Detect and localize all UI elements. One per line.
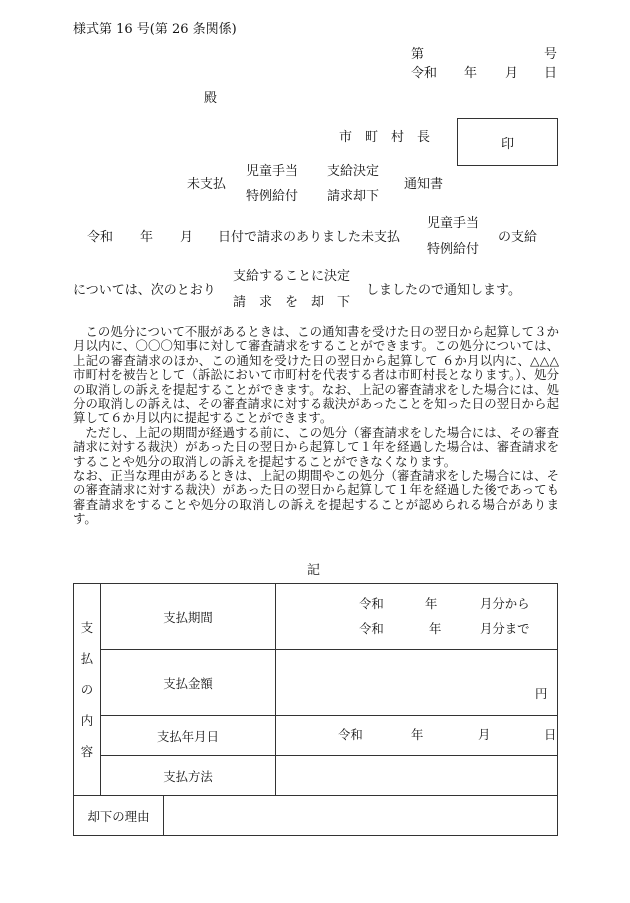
doc-number-go: 号 <box>544 47 558 62</box>
title-decision-1: 支給決定 <box>327 164 380 179</box>
title-allowance-2: 特例給付 <box>246 189 299 204</box>
payment-details-table <box>73 583 558 836</box>
form-number: 様式第 16 号(第 26 条関係) <box>73 22 237 37</box>
issue-date-day: 日 <box>544 66 558 81</box>
request-suffix: の支給 <box>498 230 538 245</box>
request-text: 日付で請求のありました未支払 <box>218 230 401 245</box>
side-label-char: の <box>80 682 94 697</box>
result-prefix: については、次のとおり <box>73 283 216 298</box>
result-option-1: 支給することに決定 <box>233 269 351 284</box>
side-label-char: 支 <box>80 620 94 635</box>
issue-date-era: 令和 <box>411 66 438 81</box>
amount-value-cell <box>276 650 558 716</box>
period-to-month: 月分まで <box>480 621 530 636</box>
payment-date-cell <box>276 716 558 756</box>
period-from-era: 令和 <box>359 596 384 611</box>
title-suffix: 通知書 <box>404 177 444 192</box>
title-prefix: 未支払 <box>187 177 227 192</box>
rejection-reason-cell <box>164 796 558 836</box>
payment-date-label: 支払年月日 <box>101 716 276 756</box>
request-allowance-2: 特例給付 <box>427 242 480 257</box>
request-allowance-1: 児童手当 <box>427 216 480 231</box>
appeal-paragraph-2: ただし、上記の期間が経過する前に、この処分（審査請求をした場合には、その審査請求に対する裁決）があった日の翌日から起算して１年を経過した場合は、審査請求をすることや処分の取消しの訴えを提起することができなくなります。 <box>73 424 559 469</box>
request-era: 令和 <box>87 230 114 245</box>
payment-date-year: 年 <box>411 727 424 742</box>
payment-method-label: 支払方法 <box>101 756 276 796</box>
side-label-char: 容 <box>80 744 94 759</box>
doc-number-dai: 第 <box>411 47 425 62</box>
issue-date-year: 年 <box>464 66 478 81</box>
period-from-month: 月分から <box>480 596 530 611</box>
amount-label: 支払金額 <box>101 650 276 716</box>
addressee-suffix: 殿 <box>204 91 218 106</box>
appeal-paragraph-1: この処分について不服があるときは、この通知書を受けた日の翌日から起算して３か月以内に、〇〇〇知事に対して審査請求をすることができます。この処分については、上記の審査請求のほか、この通知を受けた日の翌日から起算して ６か月以内に、△△△市町村を被告として（訴訟において市町村を代表する者は市町村長となります。）、処分の取消しの訴えを提起することができます。なお、上記の審査請求をした場合には、処分の取消しの訴えは、その審査請求に対する裁決があったことを知った日の翌日から起算して６か月以内に提起することができます。 <box>73 324 559 426</box>
payment-method-cell <box>276 756 558 796</box>
seal-box <box>457 118 558 166</box>
payment-date-era: 令和 <box>338 727 363 742</box>
period-from-year: 年 <box>425 596 438 611</box>
issue-date-month: 月 <box>505 66 519 81</box>
amount-unit: 円 <box>535 686 548 701</box>
side-label-char: 内 <box>80 713 94 728</box>
ki-heading: 記 <box>307 563 321 578</box>
period-value-cell <box>276 584 558 650</box>
side-label-char: 払 <box>80 651 94 666</box>
payment-date-month: 月 <box>478 727 491 742</box>
result-suffix: しましたので通知します。 <box>366 283 521 298</box>
seal-label: 印 <box>500 137 514 152</box>
issuer-name: 市 町 村 長 <box>339 130 431 145</box>
title-decision-2: 請求却下 <box>327 189 380 204</box>
request-year: 年 <box>140 230 154 245</box>
period-to-year: 年 <box>429 621 442 636</box>
appeal-notice <box>73 325 559 527</box>
side-label-cell <box>74 584 101 796</box>
period-label: 支払期間 <box>101 584 276 650</box>
request-month: 月 <box>180 230 194 245</box>
appeal-paragraph-3: なお、正当な理由があるときは、上記の期間やこの処分（審査請求をした場合には、その審査請求に対する裁決）があった日の翌日から起算して１年を経過した後であっても審査請求をすることや処分の取消しの訴えを提起することが認められる場合があります。 <box>73 468 559 527</box>
payment-date-day: 日 <box>544 727 557 742</box>
result-option-2: 請 求 を 却 下 <box>233 295 351 310</box>
rejection-reason-label: 却下の理由 <box>74 796 164 836</box>
period-to-era: 令和 <box>359 621 384 636</box>
title-allowance-1: 児童手当 <box>246 164 299 179</box>
